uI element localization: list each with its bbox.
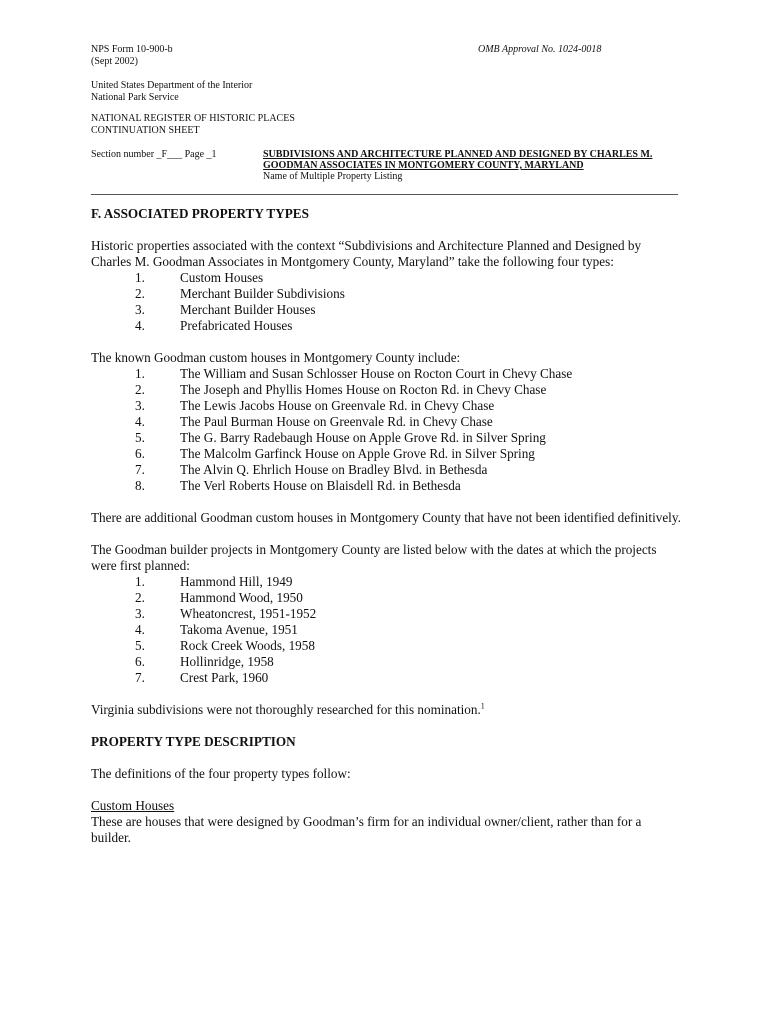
custom-house-item xyxy=(91,366,681,382)
list-number: 6. xyxy=(135,446,145,461)
omb-approval: OMB Approval No. 1024-0018 xyxy=(478,44,602,55)
list-number: 2. xyxy=(135,590,145,605)
builder-project-item xyxy=(91,670,681,686)
list-number: 6. xyxy=(135,654,145,669)
projects-intro: The Goodman builder projects in Montgomery County are listed below with the dates at which the projects were first planned: xyxy=(91,542,657,573)
list-number: 3. xyxy=(135,398,145,413)
list-item-text: The Alvin Q. Ehrlich House on Bradley Blvd. in Bethesda xyxy=(180,462,488,477)
list-item-text: Prefabricated Houses xyxy=(180,318,293,333)
mpl-title-line2: GOODMAN ASSOCIATES IN MONTGOMERY COUNTY, MARYLAND xyxy=(263,160,584,171)
mpl-caption: Name of Multiple Property Listing xyxy=(263,171,403,182)
builder-project-item xyxy=(91,590,681,606)
list-number: 5. xyxy=(135,430,145,445)
list-item-text: Crest Park, 1960 xyxy=(180,670,269,685)
property-type-item xyxy=(91,302,681,318)
list-number: 1. xyxy=(135,574,145,589)
footnote-reference: 1 xyxy=(480,701,485,711)
list-number: 2. xyxy=(135,382,145,397)
custom-house-item xyxy=(91,398,681,414)
list-item-text: Custom Houses xyxy=(180,270,264,285)
list-item-text: The Joseph and Phyllis Homes House on Rocton Rd. in Chevy Chase xyxy=(180,382,547,397)
property-type-item xyxy=(91,318,681,334)
department: United States Department of the Interior xyxy=(91,80,253,91)
known-houses-intro: The known Goodman custom houses in Montgomery County include: xyxy=(91,350,461,365)
list-number: 7. xyxy=(135,670,145,685)
virginia-text: Virginia subdivisions were not thoroughly researched for this nomination. xyxy=(91,702,481,717)
custom-house-item xyxy=(91,430,681,446)
list-item-text: Hammond Wood, 1950 xyxy=(180,590,303,605)
list-number: 7. xyxy=(135,462,145,477)
builder-project-item xyxy=(91,574,681,590)
custom-houses-subheading: Custom Houses xyxy=(91,798,175,813)
list-number: 8. xyxy=(135,478,145,493)
list-number: 1. xyxy=(135,366,145,381)
list-item-text: Merchant Builder Houses xyxy=(180,302,316,317)
list-item-text: The Lewis Jacobs House on Greenvale Rd. in Chevy Chase xyxy=(180,398,495,413)
register-block xyxy=(91,113,295,137)
document-body xyxy=(91,206,681,846)
list-number: 5. xyxy=(135,638,145,653)
sheet-type: CONTINUATION SHEET xyxy=(91,125,200,136)
property-type-item xyxy=(91,286,681,302)
list-item-text: Hollinridge, 1958 xyxy=(180,654,274,669)
agency: National Park Service xyxy=(91,92,179,103)
list-number: 2. xyxy=(135,286,145,301)
section-heading: F. ASSOCIATED PROPERTY TYPES xyxy=(91,206,309,221)
list-number: 4. xyxy=(135,622,145,637)
builder-projects-list xyxy=(91,574,681,686)
definitions-intro: The definitions of the four property types follow: xyxy=(91,766,351,781)
multiple-property-listing xyxy=(263,149,652,182)
list-item-text: The Paul Burman House on Greenvale Rd. in Chevy Chase xyxy=(180,414,493,429)
list-item-text: Rock Creek Woods, 1958 xyxy=(180,638,315,653)
list-item-text: The Verl Roberts House on Blaisdell Rd. in Bethesda xyxy=(180,478,461,493)
custom-house-item xyxy=(91,446,681,462)
register-name: NATIONAL REGISTER OF HISTORIC PLACES xyxy=(91,113,295,124)
virginia-paragraph xyxy=(91,702,681,718)
property-type-item xyxy=(91,270,681,286)
property-types-list xyxy=(91,270,681,334)
mpl-title-line1: SUBDIVISIONS AND ARCHITECTURE PLANNED AND DESIGNED BY CHARLES M. xyxy=(263,149,653,160)
custom-house-item xyxy=(91,478,681,494)
list-item-text: The William and Susan Schlosser House on Rocton Court in Chevy Chase xyxy=(180,366,573,381)
section-page-number: Section number _F___ Page _1 xyxy=(91,149,217,160)
custom-house-item xyxy=(91,414,681,430)
agency-block xyxy=(91,80,252,104)
header-divider xyxy=(91,194,678,195)
list-number: 3. xyxy=(135,606,145,621)
list-item-text: The Malcolm Garfinck House on Apple Grove Rd. in Silver Spring xyxy=(180,446,535,461)
list-item-text: Wheatoncrest, 1951-1952 xyxy=(180,606,317,621)
form-date: (Sept 2002) xyxy=(91,56,138,67)
additional-houses-paragraph: There are additional Goodman custom houses in Montgomery County that have not been identified definitively. xyxy=(91,510,681,525)
list-number: 4. xyxy=(135,414,145,429)
list-item-text: Hammond Hill, 1949 xyxy=(180,574,293,589)
form-id-block xyxy=(91,44,173,68)
list-item-text: The G. Barry Radebaugh House on Apple Grove Rd. in Silver Spring xyxy=(180,430,546,445)
builder-project-item xyxy=(91,606,681,622)
list-number: 1. xyxy=(135,270,145,285)
form-id: NPS Form 10-900-b xyxy=(91,44,173,55)
list-item-text: Takoma Avenue, 1951 xyxy=(180,622,298,637)
builder-project-item xyxy=(91,622,681,638)
intro-paragraph: Historic properties associated with the context “Subdivisions and Architecture Planned and Designed by Charles M. Goodman Associates in Montgomery County, Maryland” take the following four types: xyxy=(91,238,642,269)
custom-houses-definition: These are houses that were designed by Goodman’s firm for an individual owner/client, rather than for a builder. xyxy=(91,814,642,845)
builder-project-item xyxy=(91,638,681,654)
list-number: 3. xyxy=(135,302,145,317)
builder-project-item xyxy=(91,654,681,670)
list-number: 4. xyxy=(135,318,145,333)
list-item-text: Merchant Builder Subdivisions xyxy=(180,286,345,301)
custom-house-item xyxy=(91,462,681,478)
custom-houses-list xyxy=(91,366,681,494)
property-type-description-heading: PROPERTY TYPE DESCRIPTION xyxy=(91,734,296,749)
custom-house-item xyxy=(91,382,681,398)
